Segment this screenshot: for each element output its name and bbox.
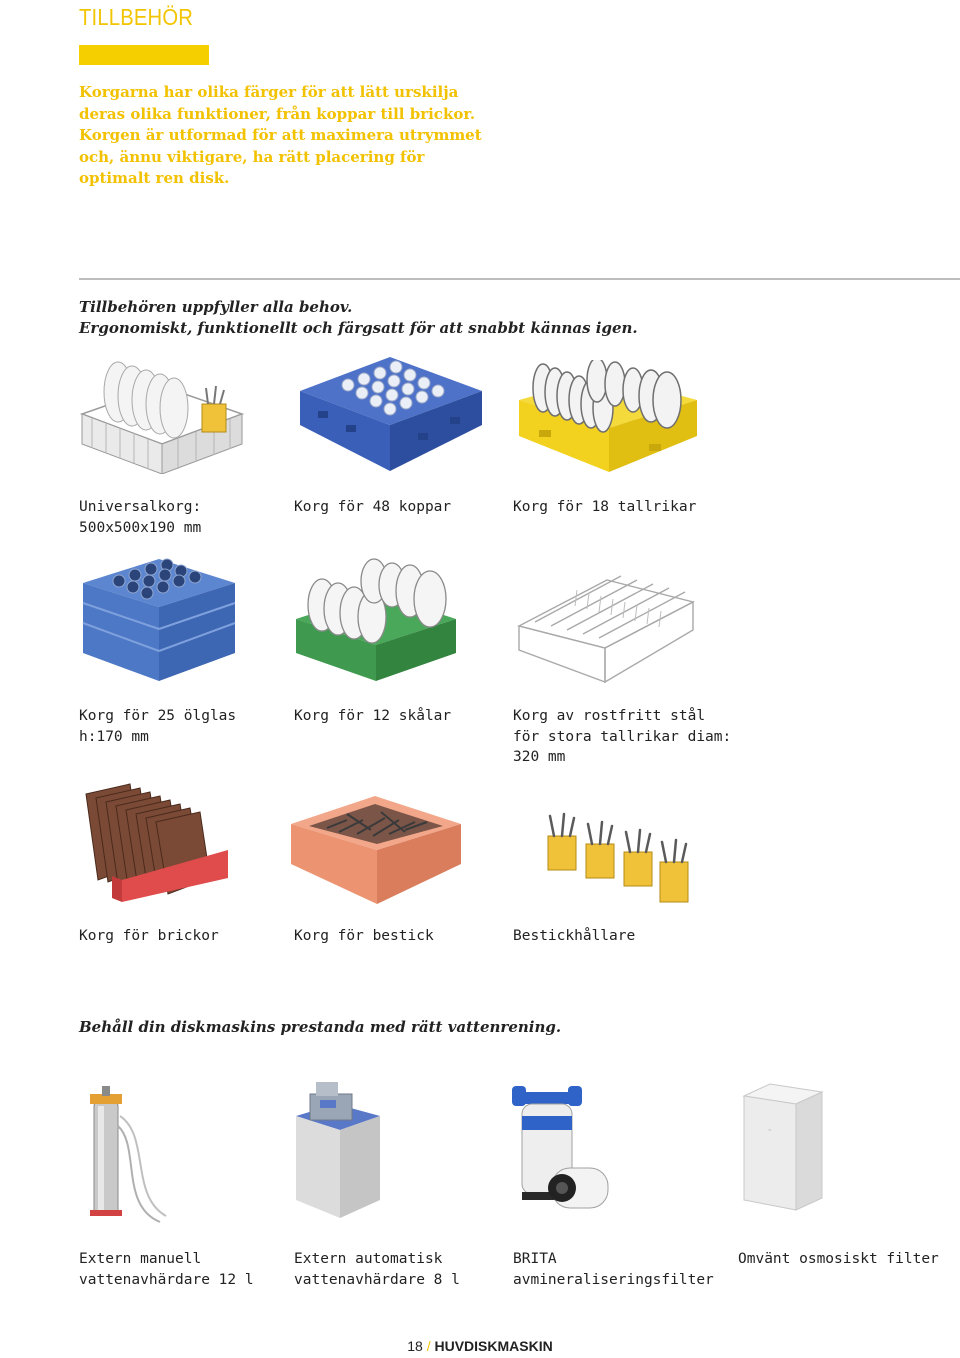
caption-osmosis-filter: Omvänt osmosiskt filter (738, 1251, 939, 1267)
section-divider (79, 278, 960, 280)
caption-cutlery-basket: Korg för bestick (294, 928, 434, 944)
caption-brita-filter: BRITA avmineraliseringsfilter (513, 1251, 714, 1288)
caption-steel-basket: Korg av rostfritt stål för stora tallrikar diam: 320 mm (513, 708, 732, 765)
caption-bowl-basket: Korg för 12 skålar (294, 708, 452, 724)
accent-bar (79, 45, 209, 65)
tagline-needs: Tillbehören uppfyller alla behov. (79, 298, 353, 316)
caption-cutlery-holder: Bestickhållare (513, 928, 636, 944)
page-footer (0, 1338, 960, 1354)
manual-softener-icon (80, 1086, 170, 1228)
page-number: 18 (407, 1338, 423, 1354)
caption-cup-basket: Korg för 48 koppar (294, 499, 452, 515)
caption-tray-basket: Korg för brickor (79, 928, 219, 944)
page-heading: TILLBEHÖR (79, 4, 194, 30)
footer-separator: / (422, 1338, 435, 1354)
caption-glass-basket: Korg för 25 ölglas h:170 mm (79, 708, 237, 745)
brita-filter-icon (508, 1082, 612, 1212)
tagline-ergonomic: Ergonomiskt, funktionellt och färgsatt för att snabbt kännas igen. (79, 319, 638, 337)
caption-manual-softener: Extern manuell vattenavhärdare 12 l (79, 1251, 254, 1288)
tray-basket-icon (82, 780, 230, 904)
osmosis-filter-icon (742, 1082, 826, 1212)
glass-basket-icon (79, 553, 239, 683)
cutlery-holder-icon (538, 806, 694, 908)
caption-plate-basket: Korg för 18 tallrikar (513, 499, 697, 515)
cutlery-basket-icon (287, 790, 465, 906)
svg-text:~: ~ (768, 1128, 772, 1134)
footer-title: HUVDISKMASKIN (434, 1338, 553, 1354)
cup-basket-icon (298, 355, 484, 473)
intro-text: Korgarna har olika färger för att lätt urskilja deras olika funktioner, från koppar till brickor. Korgen är utformad för att maximera utrymmet och, ännu viktigare, ha rätt placering för optimalt ren disk. (79, 83, 482, 187)
universal-basket-icon (78, 352, 246, 474)
water-heading: Behåll din diskmaskins prestanda med rätt vattenrening. (79, 1018, 562, 1036)
steel-basket-icon (515, 562, 697, 686)
caption-universal-basket: Universalkorg: 500x500x190 mm (79, 499, 202, 536)
caption-automatic-softener: Extern automatisk vattenavhärdare 8 l (294, 1251, 460, 1288)
automatic-softener-icon (290, 1080, 384, 1224)
bowl-basket-icon (292, 553, 460, 683)
plate-basket-icon (517, 360, 699, 476)
